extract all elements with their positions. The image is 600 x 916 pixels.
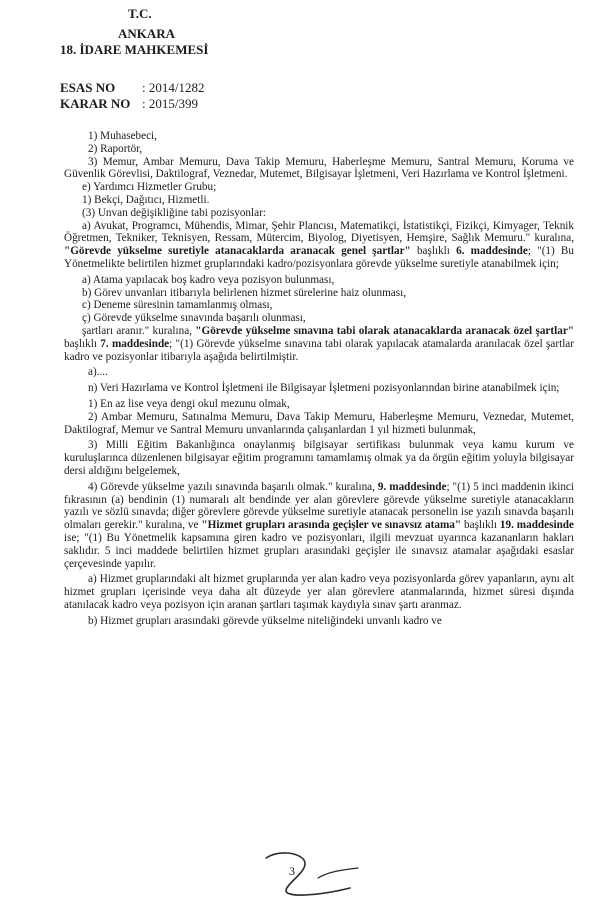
- paragraph: 3) Memur, Ambar Memuru, Dava Takip Memuru, Haberleşme Memuru, Santral Memuru, Koruma ve Güvenlik Görevlisi, Daktilograf, Veznedar, Mutemet, Bilgisayar İşletmeni, Veri Hazırlama ve Kontrol İşletmeni.: [64, 155, 574, 181]
- paragraph: a)....: [88, 366, 108, 379]
- paragraph: (3) Unvan değişikliğine tabi pozisyonlar:: [82, 206, 266, 219]
- bold-run: "Görevde yükselme sınavına tabi olarak atanacaklarda aranacak özel şartlar": [195, 324, 575, 337]
- bold-run: "Görevde yükselme suretiyle atanacaklarda aranacak genel şartlar": [64, 245, 411, 258]
- bold-run: 9. maddesinde: [377, 480, 447, 493]
- paragraph: [64, 325, 574, 363]
- paragraph: n) Veri Hazırlama ve Kontrol İşletmeni ile Bilgisayar İşletmeni pozisyonlarından birine atanabilmek için;: [88, 382, 560, 395]
- esas-label: ESAS NO: [60, 80, 116, 95]
- karar-value: : 2015/399: [142, 96, 198, 111]
- text-run: a) Avukat, Programcı, Mühendis, Mimar, Şehir Plancısı, Matematikçi, İstatistikçi, Fizikçi, Kimyager, Teknik Öğretmen, Tekniker, Teknisyen, Ressam, Mütercim, Biyolog, Diyetisyen, Hemşire, Sağlık Memuru." kuralına,: [64, 219, 574, 245]
- bold-run: 6. maddesinde: [456, 245, 528, 258]
- karar-row: [60, 96, 198, 112]
- text-run: şartları aranır." kuralına,: [82, 324, 196, 337]
- text-run: ise; "(1) Bu Yönetmelik kapsamına giren kadro ve pozisyonları, ilgili mevzuat uyarınca kazananların hakları saklıdır. 5 inci maddede belirtilen hizmet grupları arasındaki geçişler ile sınavsız atamalar aşağıdaki esaslar çerçevesinde yapılır.: [64, 531, 574, 570]
- page-number: 3: [289, 864, 295, 878]
- paragraph: a) Atama yapılacak boş kadro veya pozisyon bulunması,: [82, 273, 335, 286]
- paragraph: ç) Görevde yükselme sınavında başarılı olunması,: [82, 312, 306, 325]
- esas-row: [60, 80, 204, 96]
- paragraph: [64, 481, 574, 571]
- paragraph: e) Yardımcı Hizmetler Grubu;: [82, 181, 217, 194]
- document-body: [64, 130, 574, 627]
- text-run: ; "(1) Görevde yükselme sınavına tabi olarak yapılacak atamalarda aranılacak özel şartlar kadro ve pozisyonlar itibarıyla aşağıda belirtilmiştir.: [64, 337, 574, 363]
- text-run: başlıklı: [461, 519, 500, 532]
- bold-run: 19. maddesinde: [499, 519, 574, 532]
- paragraph: b) Hizmet grupları arasındaki görevde yükselme niteliğindeki unvanlı kadro ve: [88, 614, 442, 627]
- karar-label: KARAR NO: [60, 96, 131, 111]
- paragraph: 1) Bekçi, Dağıtıcı, Hizmetli.: [82, 193, 210, 206]
- bold-run: 7. maddesinde: [100, 337, 170, 350]
- paragraph: a) Hizmet gruplarındaki alt hizmet gruplarında yer alan kadro veya pozisyonlarda görev yapanların, aynı alt hizmet grupları içerisinde veya daha alt düzeyde yer alan görevlere atanmalarında, hizmet süresi dışında atanılacak kadro veya pozisyon için aranan şartları taşımak kaydıyla sınav şartı aranmaz.: [64, 573, 574, 611]
- paragraph: 3) Milli Eğitim Bakanlığınca onaylanmış bilgisayar sertifikası bulunmak veya kamu kurum ve kuruluşlarınca düzenlenen bilgisayar eğitim programını tamamlamış olmak ya da örgün eğitim yoluyla bilgisayar dersi aldığını belgelemek,: [64, 439, 574, 477]
- text-run: başlıklı: [64, 337, 101, 350]
- paragraph: [64, 220, 574, 271]
- paragraph: 2) Ambar Memuru, Satınalma Memuru, Dava Takip Memuru, Haberleşme Memuru, Veznedar, Mutemet, Daktilograf, Memur ve Santral Memuru unvanlarında çalışanlardan 1 yıl hizmeti bulunmak,: [64, 410, 574, 436]
- text-run: ; "(1) 5 inci maddenin ikinci fıkrasının (a) bendinin (1) numaralı alt bendinde yer alan görevlere görevde yükselme suretiyle atanacakların yazılı ve sözlü sınavda; diğer görevlere görevde yükselme suretiyle atanacak personelin ise yazılı sınavda başarılı olmaları gerekir." kuralına, ve: [64, 480, 574, 532]
- paragraph: 1) En az lise veya dengi okul mezunu olmak,: [88, 397, 290, 410]
- header-city: ANKARA: [118, 26, 176, 41]
- paragraph: c) Deneme süresinin tamamlanmış olması,: [82, 299, 273, 312]
- esas-value: : 2014/1282: [142, 80, 205, 95]
- text-run: 4) Görevde yükselme yazılı sınavında başarılı olmak." kuralına,: [88, 480, 378, 493]
- text-run: başlıklı: [410, 245, 457, 258]
- bold-run: "Hizmet grupları arasında geçişler ve sınavsız atama": [201, 519, 462, 532]
- paragraph: 1) Muhasebeci,: [88, 130, 157, 142]
- text-run: ; "(1) Bu Yönetmelikte belirtilen hizmet gruplarındaki kadro/pozisyonlara görevde yükselme suretiyle atanabilmek için;: [64, 245, 574, 270]
- paragraph: 2) Raportör,: [88, 142, 143, 155]
- header-court: 18. İDARE MAHKEMESİ: [60, 42, 209, 57]
- paragraph: b) Görev unvanları itibarıyla belirlenen hizmet sürelerine haiz olunması,: [82, 286, 407, 299]
- signature-scribble: [258, 848, 368, 908]
- header-country: T.C.: [128, 6, 152, 21]
